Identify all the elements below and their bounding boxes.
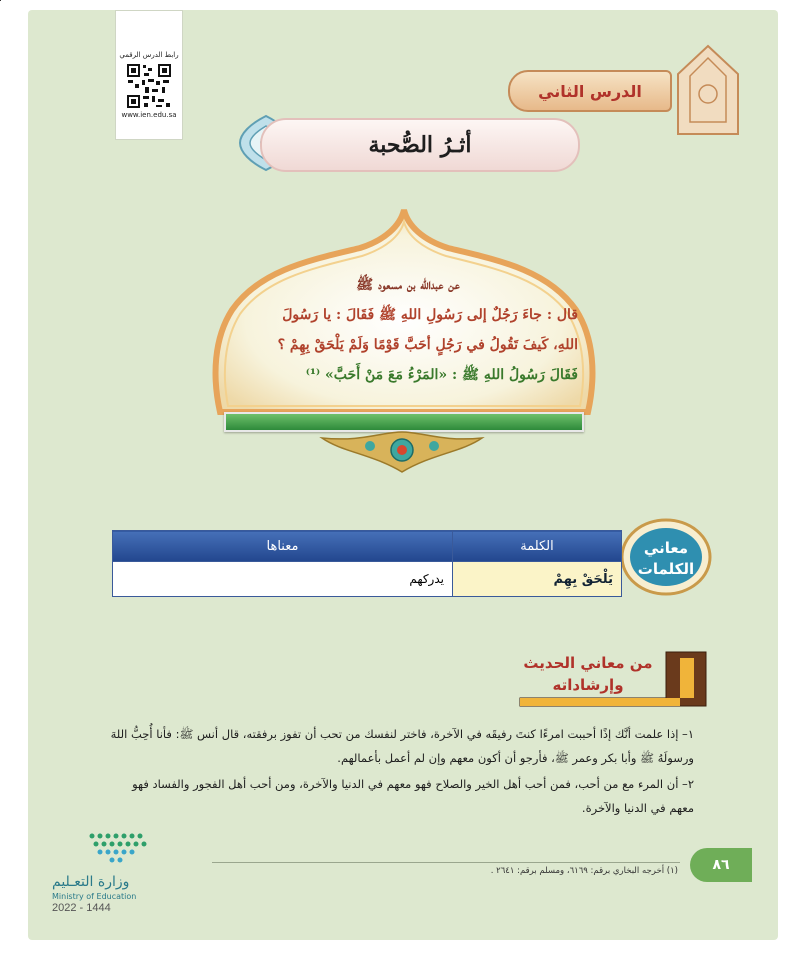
table-row [113,562,622,597]
vocab-header-word: الكلمة [453,531,622,562]
hadith-bottom-ornament-icon [312,428,492,476]
list-item: ٢– أن المرء مع من أحب، فمن أحب أهل الخير والصلاح فهو معهم في الدنيا والآخرة، ومن أحب أهل الفجور والفساد فهو معهم في الدنيا والآخرة. [132,777,694,815]
footer-divider [212,862,680,863]
section-title-line1: من معاني الحديث [523,654,653,672]
ministry-name-ar: وزارة التعـليم [52,874,130,890]
vocab-header-meaning: معناها [113,531,453,562]
lesson-corner-ornament-icon [676,44,740,136]
vocab-meaning: يدركهم [113,562,453,597]
guidance-points [104,722,694,822]
qr-url[interactable]: www.ien.edu.sa [121,111,177,119]
section-title [512,652,664,696]
hadith-narrator: عن عبدالله بن مسعود ﷺ [356,277,460,293]
hadith-line: قال : جاءَ رَجُلٌ إلى رَسُولِ اللهِ ﷺ فَقَالَ : يا رَسُولَ [282,307,578,323]
qr-code-icon[interactable] [126,63,172,109]
lesson-label: الدرس الثاني [508,70,672,112]
vocab-badge-line1: معاني [643,539,689,557]
crop-mark [0,0,1,1]
hadith-line: فَقَالَ رَسُولُ اللهِ ﷺ : «المَرْءُ مَعَ مَنْ أَحَبَّ» ⁽¹⁾ [305,367,578,383]
footnote: (١) أخرجه البخاري برقم: ٦١٦٩، ومسلم برقم: ٢٦٤١ . [490,866,678,876]
ministry-year: 2022 - 1444 [52,902,111,914]
lesson-title: أثـرُ الصُّحبة [260,118,580,172]
vocab-word: يَلْحَقْ بِهِمْ [453,562,622,597]
qr-code-panel[interactable] [115,10,183,140]
section-title-line2: وإرشاداته [552,676,624,694]
qr-label: رابط الدرس الرقمي [119,51,179,59]
ministry-logo [52,830,202,920]
vocab-badge-line2: الكلمات [637,560,695,578]
vocab-badge [618,516,714,598]
ministry-name-en: Ministry of Education [52,892,137,901]
hadith-text [238,270,578,390]
hadith-line: اللهِ، كَيفَ تَقُولُ في رَجُلٍ أحَبَّ قَوْمًا وَلَمْ يَلْحَقْ بِهِمْ ؟ [277,337,578,353]
ministry-emblem-icon [52,830,162,870]
page-number: ٨٦ [690,848,752,882]
list-item: ١– إذا علمت أنَّك إذًا أحببت امرءًا كنتَ رفيقَه في الآخرة، فاختر لنفسك من تحب أن تفوز برفقته، قال أنس ﷺ: فأنا أُحِبُّ اللهَ ورسولَهُ ﷺ وأبا بكر وعمر ﷺ، فأرجو أن أكون معهم وإن لم أعمل بأعمالهم. [110,727,694,765]
vocab-table [112,530,622,597]
